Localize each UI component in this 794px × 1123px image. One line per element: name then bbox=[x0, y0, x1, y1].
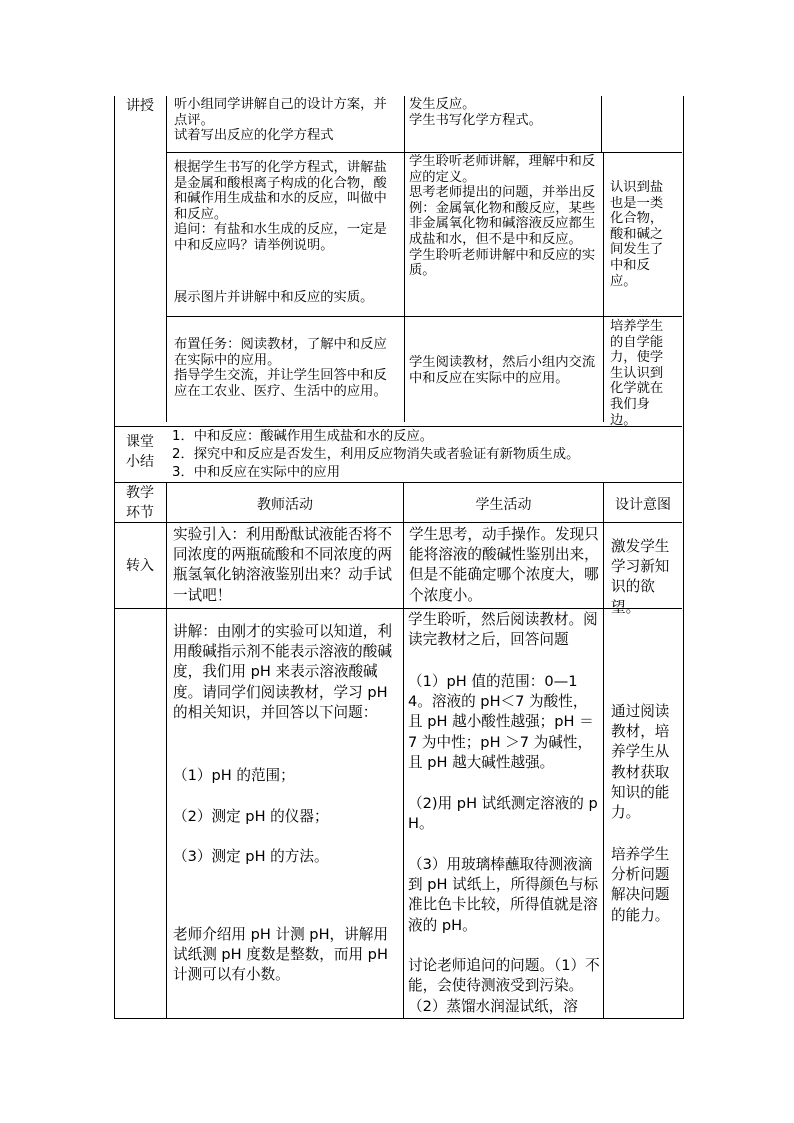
ph-teacher-intro: 讲解：由刚才的实验可以知道，利用酸碱指示剂不能表示溶液的酸碱度，我们用 pH 来表示溶液酸碱度。请同学们阅读教材，学习 pH 的相关知识，并回答以下问题： bbox=[173, 623, 392, 721]
header-teaching-stage: 教学环节 bbox=[126, 485, 154, 521]
col-divider bbox=[166, 482, 167, 1018]
col-divider bbox=[404, 316, 405, 422]
col-divider bbox=[403, 482, 404, 1018]
row2-design-intent: 认识到盐也是一类化合物，酸和碱之间发生了中和反应。 bbox=[610, 180, 664, 289]
row-divider bbox=[166, 152, 682, 153]
row-divider bbox=[114, 426, 682, 427]
row2-teacher-activity-b: 展示图片并讲解中和反应的实质。 bbox=[174, 290, 374, 305]
summary-line-2: 2．探究中和反应是否发生，利用反应物消失或者验证有新物质生成。 bbox=[172, 447, 580, 462]
row-divider bbox=[114, 608, 682, 609]
summary-line-1: 1．中和反应：酸碱作用生成盐和水的反应。 bbox=[172, 429, 434, 444]
row1-teacher-activity: 听小组同学讲解自己的设计方案，并点评。 试着写出反应的化学方程式 bbox=[174, 97, 387, 144]
col-divider bbox=[603, 152, 604, 422]
ph-answer-2: （2)用 pH 试纸测定溶液的 pH。 bbox=[408, 795, 598, 833]
ph-question-2: （2）测定 pH 的仪器； bbox=[173, 808, 329, 825]
row-divider bbox=[166, 316, 682, 317]
ph-discussion: 讨论老师追问的问题。（1）不能，会使待测液受到污染。 bbox=[408, 957, 600, 995]
ph-answer-1: （1）pH 值的范围：0—14。溶液的 pH＜7 为酸性，且 pH 越小酸性越强；pH ＝ 7 为中性；pH ＞7 为碱性，且 pH 越大碱性越强。 bbox=[408, 673, 594, 771]
ph-teacher-meter: 老师介绍用 pH 计测 pH，讲解用试纸测 pH 度数是整数，而用 pH 计测可以有小数。 bbox=[173, 926, 388, 984]
ph-discussion-2: （2）蒸馏水润湿试纸，溶 bbox=[408, 998, 578, 1015]
row3-design-intent: 培养学生的自学能力，使学生认识到化学就在我们身边。 bbox=[610, 319, 664, 428]
row1-student-activity: 发生反应。 学生书写化学方程式。 bbox=[409, 97, 542, 128]
header-teacher-activity: 教师活动 bbox=[257, 497, 313, 513]
row3-teacher-activity: 布置任务：阅读教材，了解中和反应在实际中的应用。 指导学生交流，并让学生回答中和反应在工农业、医疗、生活中的应用。 bbox=[174, 337, 387, 399]
row-divider bbox=[114, 482, 682, 483]
summary-label: 课堂小结 bbox=[126, 434, 154, 470]
ph-student-read: 学生聆听，然后阅读教材。阅读完教材之后，回答问题 bbox=[408, 611, 598, 649]
col-divider bbox=[404, 96, 405, 152]
row3-student-activity: 学生阅读教材，然后小组内交流中和反应在实际中的应用。 bbox=[409, 355, 596, 386]
ph-question-1: （1）pH 的范围； bbox=[173, 767, 295, 784]
transition-label: 转入 bbox=[126, 558, 154, 574]
col-divider bbox=[166, 96, 167, 422]
col-divider bbox=[404, 152, 405, 316]
row-divider bbox=[114, 522, 682, 523]
row2-teacher-activity: 根据学生书写的化学方程式，讲解盐是金属和酸根离子构成的化合物，酸和碱作用生成盐和水的反应，叫做中和反应。 追问：有盐和水生成的反应，一定是中和反应吗？请举例说明。 bbox=[174, 160, 387, 253]
summary-line-3: 3．中和反应在实际中的应用 bbox=[172, 465, 341, 480]
row2-student-activity: 学生聆听老师讲解，理解中和反应的定义。 思考老师提出的问题，并举出反例：金属氧化物和酸反应，某些非金属氧化物和碱溶液反应都生成盐和水，但不是中和反应。 学生聆听老师讲解中和反应的实质。 bbox=[409, 154, 596, 279]
transition-student-activity: 学生思考，动手操作。发现只能将溶液的酸碱性鉴别出来，但是不能确定哪个浓度大，哪个浓度小。 bbox=[409, 526, 599, 604]
header-student-activity: 学生活动 bbox=[475, 497, 532, 513]
transition-design-intent: 激发学生学习新知识的欲望。 bbox=[611, 538, 670, 616]
ph-design-intent-1: 通过阅读教材，培养学生从教材获取知识的能力。 bbox=[611, 703, 670, 822]
ph-question-3: （3）测定 pH 的方法。 bbox=[173, 848, 329, 865]
ph-design-intent-2: 培养学生分析问题解决问题的能力。 bbox=[611, 846, 670, 924]
col-divider bbox=[601, 96, 602, 152]
ph-answer-3: （3）用玻璃棒蘸取待测液滴到 pH 试纸上，所得颜色与标准比色卡比较，所得值就是溶液的 pH。 bbox=[408, 856, 599, 934]
header-design-intent: 设计意图 bbox=[615, 497, 671, 513]
col-divider bbox=[603, 482, 604, 1018]
transition-teacher-activity: 实验引入：利用酚酞试液能否将不同浓度的两瓶硫酸和不同浓度的两瓶氢氧化钠溶液鉴别出来？动手试一试吧！ bbox=[173, 526, 392, 604]
section-label-lecture: 讲授 bbox=[126, 98, 154, 114]
